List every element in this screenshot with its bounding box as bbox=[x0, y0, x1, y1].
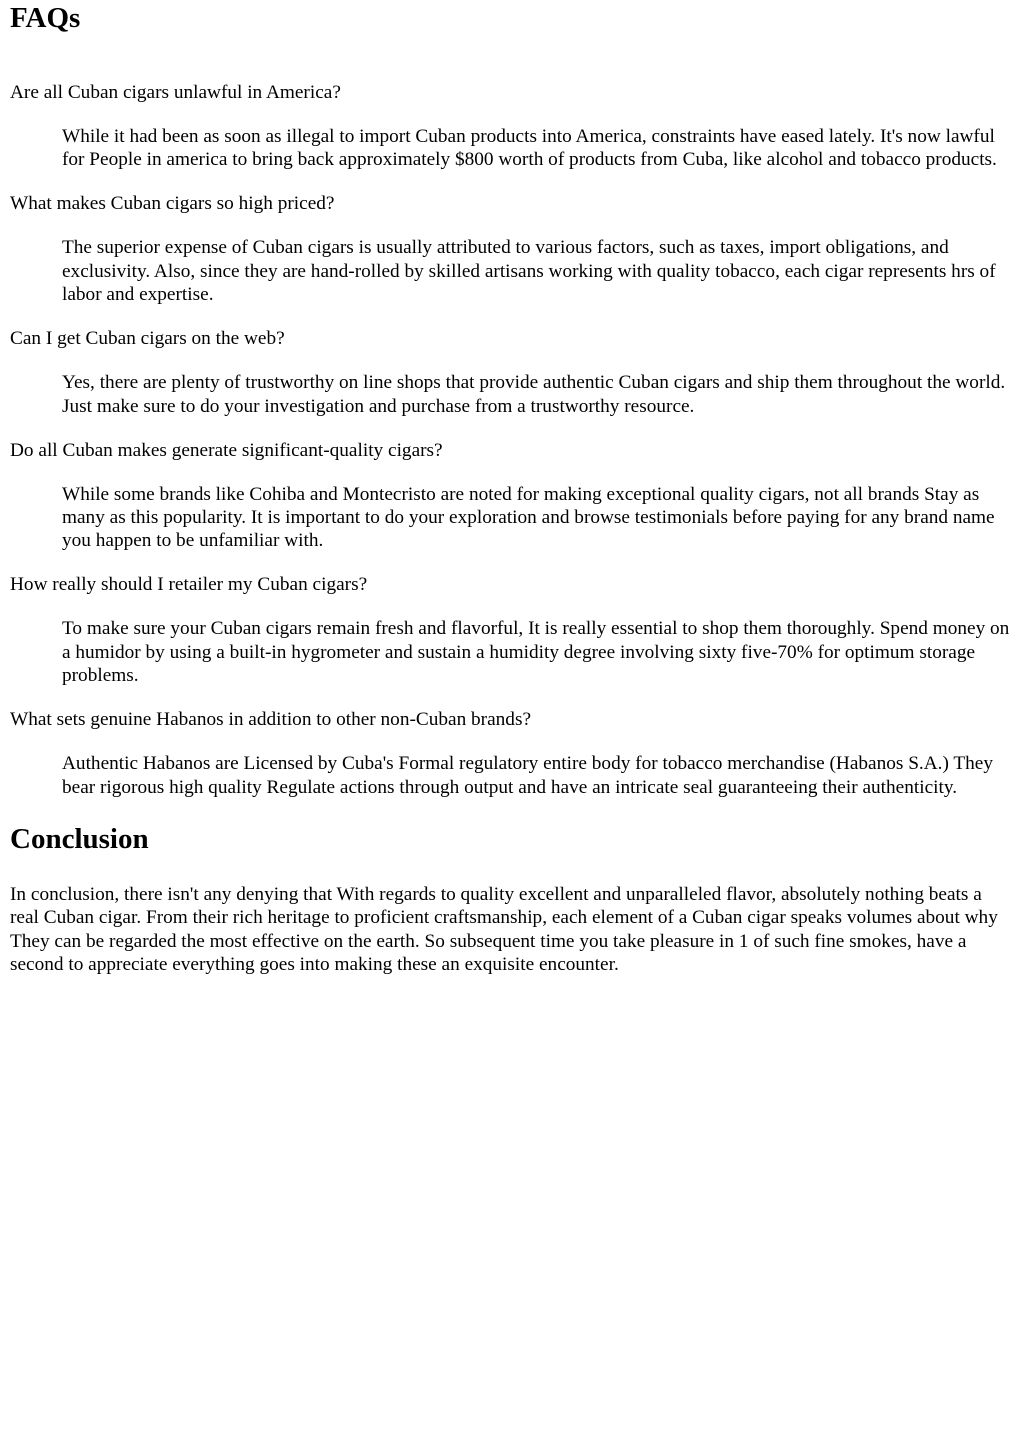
faq-answer: Authentic Habanos are Licensed by Cuba's Formal regulatory entire body for tobacco merchandise (Habanos S.A.) They bear rigorous high quality Regulate actions through output and have an intricate seal guaranteeing their authenticity. bbox=[62, 753, 994, 798]
faq-question: Are all Cuban cigars unlawful in America? bbox=[10, 82, 341, 103]
faq-answer: While some brands like Cohiba and Montecristo are noted for making exceptional quality cigars, not all brands Stay as many as this popularity. It is important to do your exploration and browse testimonials before paying for any brand name you happen to be unfamiliar with. bbox=[62, 483, 995, 552]
conclusion-paragraph: In conclusion, there isn't any denying that With regards to quality excellent and unparalleled flavor, absolutely nothing beats a real Cuban cigar. From their rich heritage to proficient craftsmanship, each element of a Cuban cigar speaks volumes about why They can be regarded the most effective on the earth. So subsequent time you take pleasure in 1 of such fine smokes, have a second to appreciate everything goes into making these an exquisite encounter. bbox=[10, 883, 998, 976]
faq-question: Do all Cuban makes generate significant-quality cigars? bbox=[10, 439, 443, 461]
faq-answer: The superior expense of Cuban cigars is usually attributed to various factors, such as taxes, import obligations, and exclusivity. Also, since they are hand-rolled by skilled artisans working with quality tobacco, each cigar represents hrs of labor and expertise. bbox=[62, 237, 996, 306]
faq-question: How really should I retailer my Cuban cigars? bbox=[10, 574, 368, 596]
faq-question: What makes Cuban cigars so high priced? bbox=[10, 193, 335, 215]
faq-question: What sets genuine Habanos in addition to other non-Cuban brands? bbox=[10, 709, 532, 731]
faqs-heading: FAQs bbox=[10, 2, 81, 34]
faq-answer: Yes, there are plenty of trustworthy on line shops that provide authentic Cuban cigars and ship them throughout the world. Just make sure to do your investigation and purchase from a trustworthy resource. bbox=[62, 372, 1006, 417]
conclusion-heading: Conclusion bbox=[10, 822, 149, 855]
faq-question: Can I get Cuban cigars on the web? bbox=[10, 328, 285, 350]
faq-answer: To make sure your Cuban cigars remain fresh and flavorful, It is really essential to shop them thoroughly. Spend money on a humidor by using a built-in hygrometer and sustain a humidity degree involving sixty five-70% for optimum storage problems. bbox=[62, 618, 1010, 687]
faq-list bbox=[10, 81, 1014, 799]
faq-answer: While it had been as soon as illegal to import Cuban products into America, constraints have eased lately. It's now lawful for People in america to bring back approximately $800 worth of products from Cuba, like alcohol and tobacco products. bbox=[62, 125, 997, 171]
